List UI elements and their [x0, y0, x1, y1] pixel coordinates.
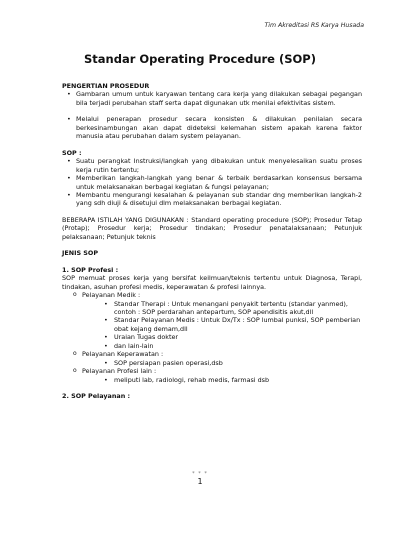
sop-profesi-heading: 1. SOP Profesi :	[62, 265, 119, 274]
pengertian-item: • Gambaran umum untuk karyawan tentang cara kerja yang dilakukan sebagai pegangan bila terjadi perubahan staff serta dapat digunakan utk menilai efektivitas sistem.	[76, 90, 362, 107]
pengertian-list	[62, 90, 362, 140]
istilah-paragraph: BEBERAPA ISTILAH YANG DIGUNAKAN : Standard operating procedure (SOP); Prosedur Tetap (Protap); Prosedur kerja; Prosedur tindakan; Prosedur penatalaksanaan; Petunjuk pelaksanaan; Petunjuk teknis	[62, 215, 362, 241]
group-item: • Standar Pelayanan Medis : Untuk Dx/Tx : SOP lumbal punksi, SOP pemberian obat kejang demam,dll	[114, 316, 362, 333]
section-heading-pengertian: PENGERTIAN PROSEDUR	[62, 82, 150, 90]
sop-pelayanan-heading: 2. SOP Pelayanan :	[62, 392, 131, 401]
group-item: • Standar Therapi : Untuk menangani penyakit tertentu (standar yanmed), contoh : SOP perdarahan antepartum, SOP apendisitis akut,dll	[114, 300, 362, 317]
page-ornament: * * *	[192, 471, 208, 477]
sop-definition-item: • Suatu perangkat Instruksi/langkah yang dibakukan untuk menyelesaikan suatu proses kerja rutin tertentu;	[76, 157, 362, 174]
header-team-name: Tim Akreditasi RS Karya Husada	[264, 22, 364, 29]
pengertian-item: • Melalui penerapan prosedur secara konsisten & dilakukan penilaian secara berkesinambungan akan dapat dideteksi kelemahan sistem apakah karena faktor manusia atau perubahan dalam system pelayanan.	[76, 115, 362, 140]
profesi-groups	[62, 291, 362, 384]
profesi-group	[82, 291, 362, 350]
profesi-group	[82, 367, 362, 384]
group-label: Pelayanan Keperawatan :	[82, 350, 164, 359]
group-items	[82, 300, 362, 351]
sop-definition-item: • Membantu mengurangi kesalahan & pelayanan sub standar dng memberikan langkah-2 yang sdh diuji & disetujui dlm melaksanakan berbagai kegiatan.	[76, 191, 362, 208]
sop-definition-item: • Memberikan langkah-langkah yang benar & terbaik berdasarkan konsensus bersama untuk melaksanakan berbagai kegiatan & fungsi pelayanan;	[76, 174, 362, 191]
sop-profesi-text: SOP memuat proses kerja yang bersifat keilmuan/teknis tertentu untuk Diagnosa, Terapi, tindakan, asuhan profesi medis, keperawatan & profesi lainnya.	[62, 274, 362, 291]
document-body	[62, 82, 362, 401]
group-items	[82, 376, 362, 384]
group-item: • dan lain-lain	[114, 342, 362, 350]
sop-definition-list	[62, 157, 362, 208]
page-number-value: 1	[197, 477, 203, 486]
section-heading-sop: SOP :	[62, 148, 82, 157]
group-item: • SOP persiapan pasien operasi,dsb	[114, 359, 362, 367]
document-title: Standar Operating Procedure (SOP)	[83, 52, 316, 66]
group-label: Pelayanan Medik :	[82, 291, 141, 300]
page-number	[0, 472, 400, 486]
group-item: • meliputi lab, radiologi, rehab medis, farmasi dsb	[114, 376, 362, 384]
group-item: • Uraian Tugas dokter	[114, 333, 362, 341]
profesi-group	[82, 350, 362, 367]
section-heading-jenis: JENIS SOP	[62, 249, 99, 258]
group-items	[82, 359, 362, 367]
group-label: Pelayanan Profesi lain :	[82, 367, 157, 376]
